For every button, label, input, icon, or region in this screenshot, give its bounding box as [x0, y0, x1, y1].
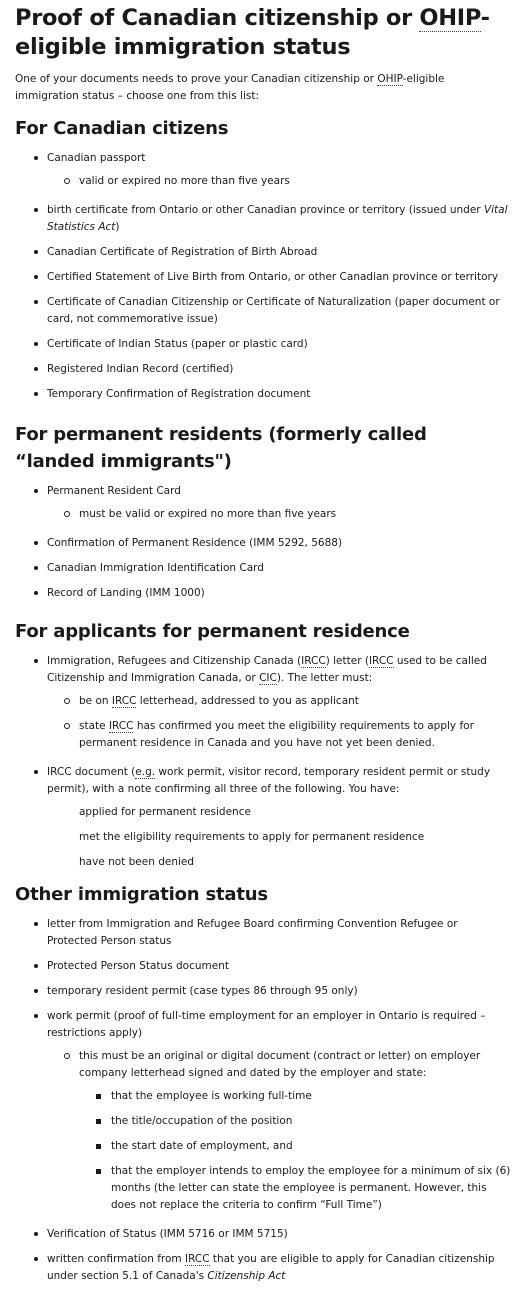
ircc-abbr[interactable]: IRCC [111, 695, 137, 707]
permanent-section [15, 421, 511, 602]
ircc-abbr[interactable]: IRCC [368, 655, 394, 667]
citizens-list [15, 150, 511, 403]
list-item: birth certificate from Ontario or other Canadian province or territory (issued under Vital Statistics Act) [15, 202, 511, 236]
other-section [15, 881, 511, 1285]
list-item: IRCC document (e.g. work permit, visitor record, temporary resident permit or study permit), with a note confirming all three of the following. You have: applied for permanent residence met the eligibility requirements to apply for permanent residence have not been denied [15, 764, 511, 871]
list-item: Canadian passport valid or expired no more than five years [15, 150, 511, 190]
list-item: valid or expired no more than five years [47, 173, 511, 190]
list-item: that the employee is working full-time [79, 1088, 511, 1105]
list-item: have not been denied [79, 856, 195, 868]
list-item: letter from Immigration and Refugee Board confirming Convention Refugee or Protected Person status [15, 916, 511, 950]
citizens-section [15, 115, 511, 403]
list-item: Protected Person Status document [15, 958, 511, 975]
list-item: Temporary Confirmation of Registration document [15, 386, 511, 403]
ircc-abbr[interactable]: IRCC [108, 720, 134, 732]
list-item: written confirmation from IRCC that you are eligible to apply for Canadian citizenship under section 5.1 of Canada's Citizenship Act [15, 1251, 511, 1285]
list-item: Registered Indian Record (certified) [15, 361, 511, 378]
sub-list [47, 1048, 511, 1214]
list-item: be on IRCC letterhead, addressed to you as applicant [47, 693, 511, 710]
list-item: Confirmation of Permanent Residence (IMM 5292, 5688) [15, 535, 511, 552]
other-list [15, 916, 511, 1285]
ircc-abbr[interactable]: IRCC [301, 655, 326, 667]
list-item: Canadian Certificate of Registration of Birth Abroad [15, 244, 511, 261]
list-item: state IRCC has confirmed you meet the eligibility requirements to apply for permanent residence in Canada and you have not yet been denied. [47, 718, 511, 752]
act-name: Citizenship Act [207, 1270, 286, 1282]
list-item: Verification of Status (IMM 5716 or IMM 5715) [15, 1226, 511, 1243]
page-title [15, 0, 511, 62]
list-item: applied for permanent residence [79, 806, 251, 818]
list-item: Permanent Resident Card must be valid or expired no more than five years [15, 483, 511, 523]
sub-list [47, 506, 511, 523]
other-heading: Other immigration status [15, 884, 268, 905]
permanent-list [15, 483, 511, 602]
list-item: must be valid or expired no more than five years [47, 506, 511, 523]
cic-abbr[interactable]: CIC [259, 672, 277, 684]
list-item: temporary resident permit (case types 86 through 95 only) [15, 983, 511, 1000]
list-item: met the eligibility requirements to apply for permanent residence [79, 831, 425, 843]
list-item: Certificate of Indian Status (paper or plastic card) [15, 336, 511, 353]
list-item: Record of Landing (IMM 1000) [15, 585, 511, 602]
act-name: Vital Statistics Act [47, 204, 508, 233]
eg-abbr[interactable]: e.g. [135, 766, 156, 778]
title-text-rest: -eligible immigration status [15, 5, 490, 60]
sub-list [47, 173, 511, 190]
list-item: Immigration, Refugees and Citizenship Canada (IRCC) letter (IRCC used to be called Citizenship and Immigration Canada, or CIC). The letter must: be on IRCC letterhead, addressed to you as applicant state IRCC has confirmed you meet the eligibility requirements to apply for permanent residence in Canada and you have not yet been denied. [15, 653, 511, 752]
sub-list [47, 693, 511, 752]
applicants-list [15, 653, 511, 871]
ircc-abbr[interactable]: IRCC [185, 1253, 210, 1265]
list-item: Certified Statement of Live Birth from Ontario, or other Canadian province or territory [15, 269, 511, 286]
list-item: that the employer intends to employ the employee for a minimum of six (6) months (the letter can state the employee is permanent. However, this does not replace the criteria to confirm “Full Time”) [79, 1163, 511, 1214]
sub-list [47, 804, 511, 871]
sub-sub-list [79, 1088, 511, 1214]
permanent-heading: For permanent residents (formerly called “landed immigrants") [15, 424, 427, 472]
applicants-section [15, 618, 511, 871]
list-item: the title/occupation of the position [79, 1113, 511, 1130]
ohip-abbr[interactable]: OHIP [377, 73, 403, 85]
citizens-heading: For Canadian citizens [15, 118, 229, 139]
title-text: Proof of Canadian citizenship or [15, 5, 412, 31]
list-item: Certificate of Canadian Citizenship or Certificate of Naturalization (paper document or card, not commemorative issue) [15, 294, 511, 328]
list-item: work permit (proof of full-time employment for an employer in Ontario is required – restrictions apply) this must be an original or digital document (contract or letter) on employer company letterhead signed and dated by the employer and state: that the employee is working full-time the title/occupation of the position the start date of employment, and that the employer intends to employ the employee for a minimum of six (6) months (the letter can state the employee is permanent. However, this does not replace the criteria to confirm “Full Time”) [15, 1008, 511, 1214]
list-item: this must be an original or digital document (contract or letter) on employer company letterhead signed and dated by the employer and state: that the employee is working full-time the title/occupation of the position the start date of employment, and that the employer intends to employ the employee for a minimum of six (6) months (the letter can state the employee is permanent. However, this does not replace the criteria to confirm “Full Time”) [47, 1048, 511, 1214]
list-item: Canadian Immigration Identification Card [15, 560, 511, 577]
list-item: the start date of employment, and [79, 1138, 511, 1155]
applicants-heading: For applicants for permanent residence [15, 621, 410, 642]
intro-paragraph: One of your documents needs to prove your Canadian citizenship or OHIP-eligible immigration status – choose one from this list: [15, 73, 445, 102]
ohip-abbr[interactable]: OHIP [419, 5, 481, 31]
